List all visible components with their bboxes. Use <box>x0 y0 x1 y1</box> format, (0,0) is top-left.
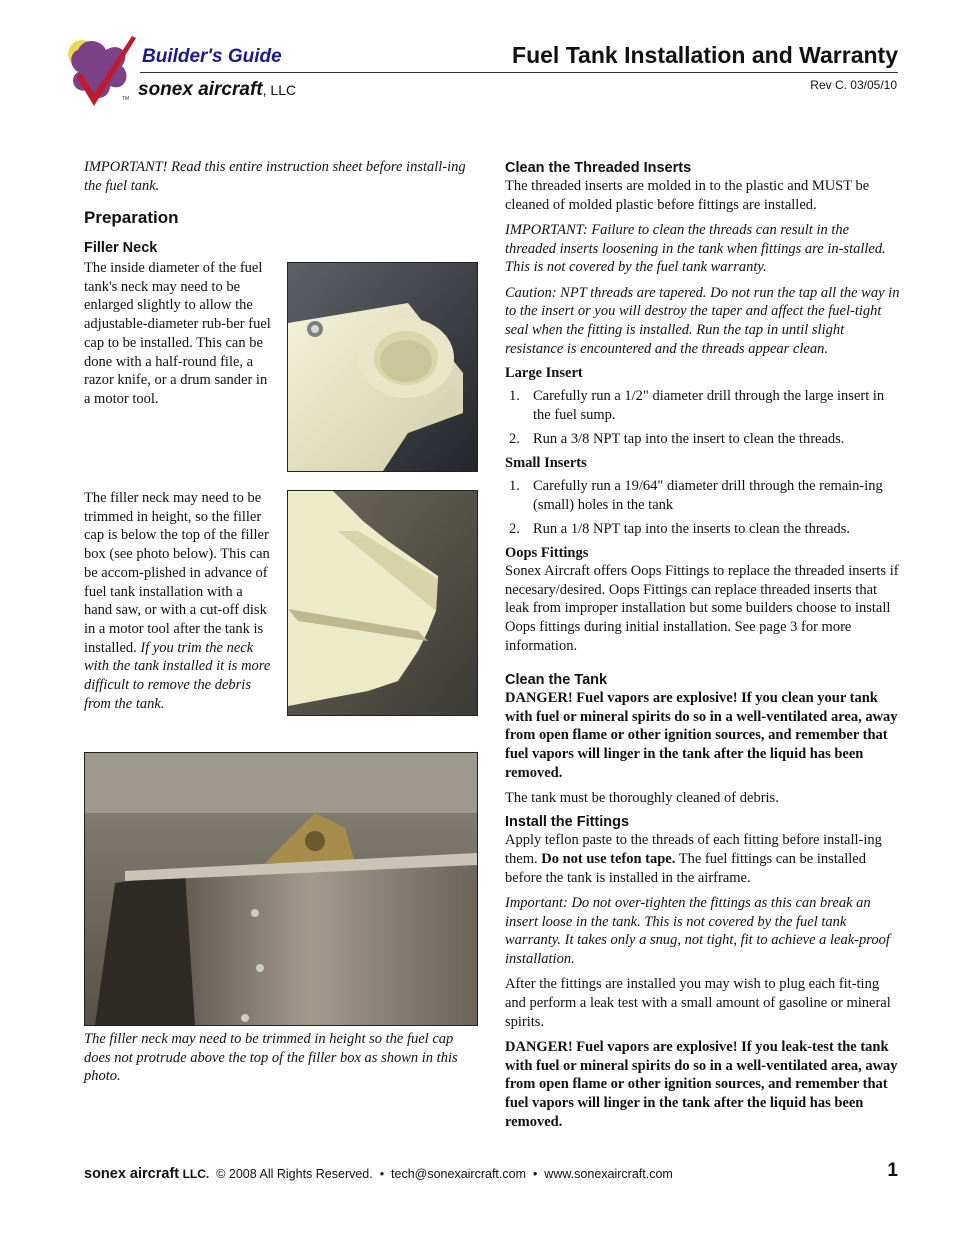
right-column <box>505 160 900 1138</box>
important-failure-note: IMPORTANT: Failure to clean the threads can result in the threaded inserts loosening in the tank when fittings are in-stalled. This is not covered by the fuel tank warranty. <box>505 221 886 276</box>
page-number: 1 <box>887 1160 898 1181</box>
no-tefon-tape-warning: Do not use tefon tape. <box>541 850 676 867</box>
document-title: Fuel Tank Installation and Warranty <box>512 42 898 68</box>
small-inserts-steps <box>505 477 900 539</box>
footer-brand: sonex aircraft <box>84 1166 180 1182</box>
oops-fittings-heading: Oops Fittings <box>505 545 589 562</box>
oops-fittings-paragraph: Sonex Aircraft offers Oops Fittings to replace the threaded inserts if necesary/desired. Oops Fittings can replace threaded inserts that leak from improper installation but some builders choose to install Oops fittings during initial installation. See page 3 for more information. <box>505 563 899 654</box>
footer-copyright: © 2008 All Rights Reserved. <box>216 1167 373 1181</box>
list-item: 1. Carefully run a 19/64" diameter drill through the remain-ing (small) holes in the tank <box>509 477 883 513</box>
danger-warning-clean: DANGER! Fuel vapors are explosive! If you clean your tank with fuel or mineral spirits do so in a well-ventilated area, away from open flame or other ignition sources, and remember that fuel vapors will linger in the tank after the liquid has been removed. <box>505 690 898 781</box>
footer-llc: LLC. <box>182 1167 210 1181</box>
trimmed-neck-photo <box>287 490 478 716</box>
list-item: 2. Run a 1/8 NPT tap into the inserts to clean the threads. <box>509 521 851 538</box>
footer-website-link[interactable]: www.sonexaircraft.com <box>544 1167 673 1181</box>
filler-neck-paragraph-2 <box>84 489 272 713</box>
footer-email-link[interactable]: tech@sonexaircraft.com <box>391 1167 526 1181</box>
caution-npt-note: Caution: NPT threads are tapered. Do not run the tap all the way in to the insert or you will destroy the taper and affect the fuel-tight seal when the fitting is installed. Run the tap in until slight resistance is encountered and the threads appear clean. <box>505 284 900 357</box>
brand-line <box>138 79 296 101</box>
brand-suffix: , LLC <box>262 82 297 98</box>
large-insert-heading: Large Insert <box>505 364 583 381</box>
header-rule <box>140 72 898 73</box>
clean-inserts-heading: Clean the Threaded Inserts <box>505 160 692 176</box>
install-fittings-heading: Install the Fittings <box>505 814 630 831</box>
list-item: 2. Run a 3/8 NPT tap into the insert to clean the threads. <box>509 431 845 448</box>
install-fittings-paragraph: Apply teflon paste to the threads of each fitting before install-ing them. Do not use tefon tape. The fuel fittings can be installed before the tank is installed in the airframe. <box>505 832 882 886</box>
guide-title: Builder's Guide <box>142 46 282 67</box>
clean-tank-heading: Clean the Tank <box>505 672 608 689</box>
clean-tank-paragraph: The tank must be thoroughly cleaned of debris. <box>505 790 779 807</box>
footer <box>84 1166 673 1182</box>
footer-bullet: • <box>379 1167 385 1181</box>
filler-p2-text: The filler neck may need to be trimmed in height, so the filler cap is below the top of the filler box (see photo below). This can be accom-plished in advance of fuel tank installation with a hand saw, or with a cut-off disk in a motor tool after the tank is installed. <box>84 490 270 656</box>
photo-caption: The filler neck may need to be trimmed in height so the fuel cap does not protrude above the top of the filler box as shown in this photo. <box>84 1031 458 1085</box>
leak-test-paragraph: After the fittings are installed you may wish to plug each fit-ting and perform a leak test with a small amount of gasoline or mineral spirits. <box>505 976 891 1030</box>
danger-warning-leak-test: DANGER! Fuel vapors are explosive! If you leak-test the tank with fuel or mineral spirits do so in a well-ventilated area, away from open flame or other ignition sources, and remember that fuel vapors will linger in the tank after the liquid has been removed. <box>505 1038 898 1130</box>
large-insert-steps <box>505 387 900 449</box>
filler-neck-heading: Filler Neck <box>84 240 158 256</box>
revision-label: Rev C. 03/05/10 <box>810 78 897 92</box>
important-overtighten-note: Important: Do not over-tighten the fittings as this can break an insert loose in the tank. This is not covered by the fuel tank warranty. It takes only a snug, not tight, fit to achieve a leak-proof installation. <box>505 894 890 967</box>
list-item: 1. Carefully run a 1/2" diameter drill through the large insert in the fuel sump. <box>509 387 885 423</box>
preparation-heading: Preparation <box>84 208 179 227</box>
brand-name: sonex aircraft <box>138 79 263 100</box>
sonex-logo-icon <box>66 36 138 110</box>
filler-p2-italic: If you trim the neck with the tank installed it is more difficult to remove the debris from the tank. <box>84 639 271 712</box>
filler-box-photo <box>84 752 478 1026</box>
svg-text:TM: TM <box>122 96 130 102</box>
footer-bullet: • <box>532 1167 538 1181</box>
important-note: IMPORTANT! Read this entire instruction sheet before install-ing the fuel tank. <box>84 159 466 194</box>
filler-neck-photo <box>287 262 478 472</box>
clean-inserts-paragraph: The threaded inserts are molded in to the plastic and MUST be cleaned of molded plastic before fittings are installed. <box>505 178 870 213</box>
filler-neck-paragraph-1: The inside diameter of the fuel tank's neck may need to be enlarged slightly to allow the adjustable-diameter rub-ber fuel cap to be installed. This can be done with a half-round file, a razor knife, or a drum sander in a motor tool. <box>84 260 271 407</box>
small-inserts-heading: Small Inserts <box>505 454 587 471</box>
